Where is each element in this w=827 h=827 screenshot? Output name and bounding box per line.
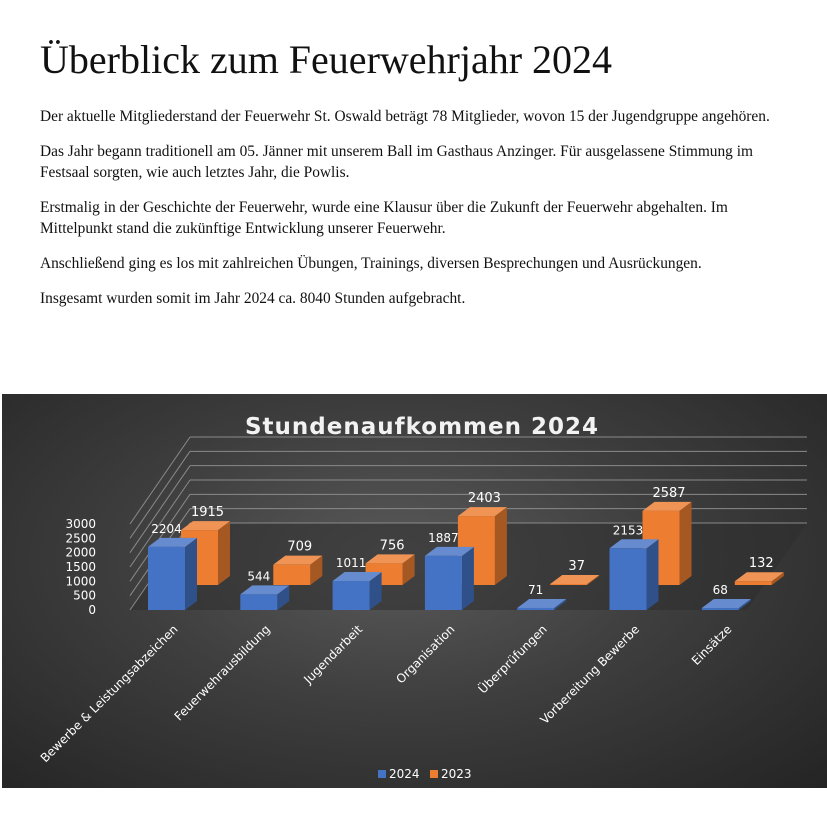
- legend-label: 2024: [389, 767, 420, 781]
- y-tick-label: 1000: [65, 574, 96, 589]
- gridline-side: [130, 437, 190, 524]
- data-label: 132: [748, 556, 774, 572]
- x-tick-label: Vorbereitung Bewerbe: [537, 622, 643, 727]
- bar-front: [702, 608, 739, 610]
- bar-front: [610, 548, 647, 610]
- page-title: Überblick zum Feuerwehrjahr 2024: [40, 37, 613, 82]
- legend-swatch-2024: [378, 770, 386, 778]
- bar-front: [148, 547, 185, 610]
- y-tick-label: 0: [88, 603, 96, 617]
- paragraph-total-hours: Insgesamt wurden somit im Jahr 2024 ca. 8040 Stunden aufgebracht.: [40, 290, 466, 307]
- paragraph-retreat: Erstmalig in der Geschichte der Feuerwehr, wurde eine Klausur über die Zukunft der Feuerwehr abgehalten. Im Mittelpunkt stand die zukünftige Entwicklung unserer Feuerwehr.: [40, 199, 728, 237]
- bar-front: [517, 608, 554, 610]
- paragraph-ball: Das Jahr begann traditionell am 05. Jänner mit unserem Ball im Gasthaus Anzinger. Für ausgelassene Stimmung im Festsaal sorgten, wie auch letztes Jahr, die Powlis.: [40, 143, 753, 181]
- data-label: 1915: [190, 505, 225, 521]
- data-label: 37: [568, 558, 585, 574]
- y-tick-label: 1500: [65, 560, 96, 574]
- chart-area: [2, 394, 827, 788]
- data-label: 2587: [652, 485, 686, 501]
- bar-2024-2: [240, 585, 289, 610]
- bar-side: [647, 539, 659, 610]
- x-tick-label: Feuerwehrausbildung: [171, 622, 273, 724]
- x-tick-label: Organisation: [393, 622, 458, 687]
- data-label: 2153: [612, 523, 644, 538]
- bar-front: [273, 565, 310, 585]
- bar-front: [425, 556, 462, 610]
- data-label: 2403: [467, 491, 501, 507]
- bar-side: [462, 547, 474, 610]
- data-label: 68: [712, 583, 728, 598]
- bar-front: [550, 584, 587, 585]
- y-tick-label: 2500: [65, 531, 96, 546]
- bar-front: [240, 594, 277, 610]
- x-tick-label: Bewerbe & Leistungsabzeichen: [37, 622, 181, 766]
- bar-2024-4: [425, 547, 474, 610]
- bar-side: [218, 521, 230, 585]
- bar-side: [185, 538, 197, 610]
- y-tick-label: 3000: [65, 517, 96, 531]
- data-label: 1887: [428, 530, 459, 545]
- data-label: 544: [247, 569, 271, 584]
- y-tick-label: 2000: [65, 545, 96, 560]
- bar-2024-6: [610, 539, 659, 610]
- bar-front: [735, 581, 772, 585]
- y-tick-label: 500: [73, 588, 96, 603]
- paragraph-members: Der aktuelle Mitgliederstand der Feuerwehr St. Oswald beträgt 78 Mitglieder, wovon 15 der Jugendgruppe angehören.: [40, 108, 770, 125]
- document: [40, 30, 800, 309]
- legend-label: 2023: [441, 767, 472, 781]
- bar-2024-1: [148, 538, 197, 610]
- bar-side: [680, 502, 692, 585]
- bar-chart: [2, 394, 827, 788]
- data-label: 2204: [151, 521, 182, 536]
- paragraph-activities: Anschließend ging es los mit zahlreichen Übungen, Trainings, diversen Besprechungen und Ausrückungen.: [40, 255, 702, 272]
- bar-front: [333, 581, 370, 610]
- data-label: 71: [528, 582, 544, 597]
- x-tick-label: Jugendarbeit: [301, 622, 366, 687]
- legend-swatch-2023: [430, 770, 438, 778]
- x-tick-label: Einsätze: [688, 622, 735, 668]
- data-label: 756: [379, 538, 405, 554]
- chart-title: Stundenaufkommen 2024: [244, 414, 600, 440]
- data-label: 1011: [335, 556, 367, 571]
- data-label: 709: [287, 539, 313, 555]
- x-tick-label: Überprüfungen: [475, 622, 550, 697]
- bar-2023-2: [273, 556, 322, 585]
- bar-side: [495, 507, 507, 585]
- bar-2024-3: [333, 572, 382, 610]
